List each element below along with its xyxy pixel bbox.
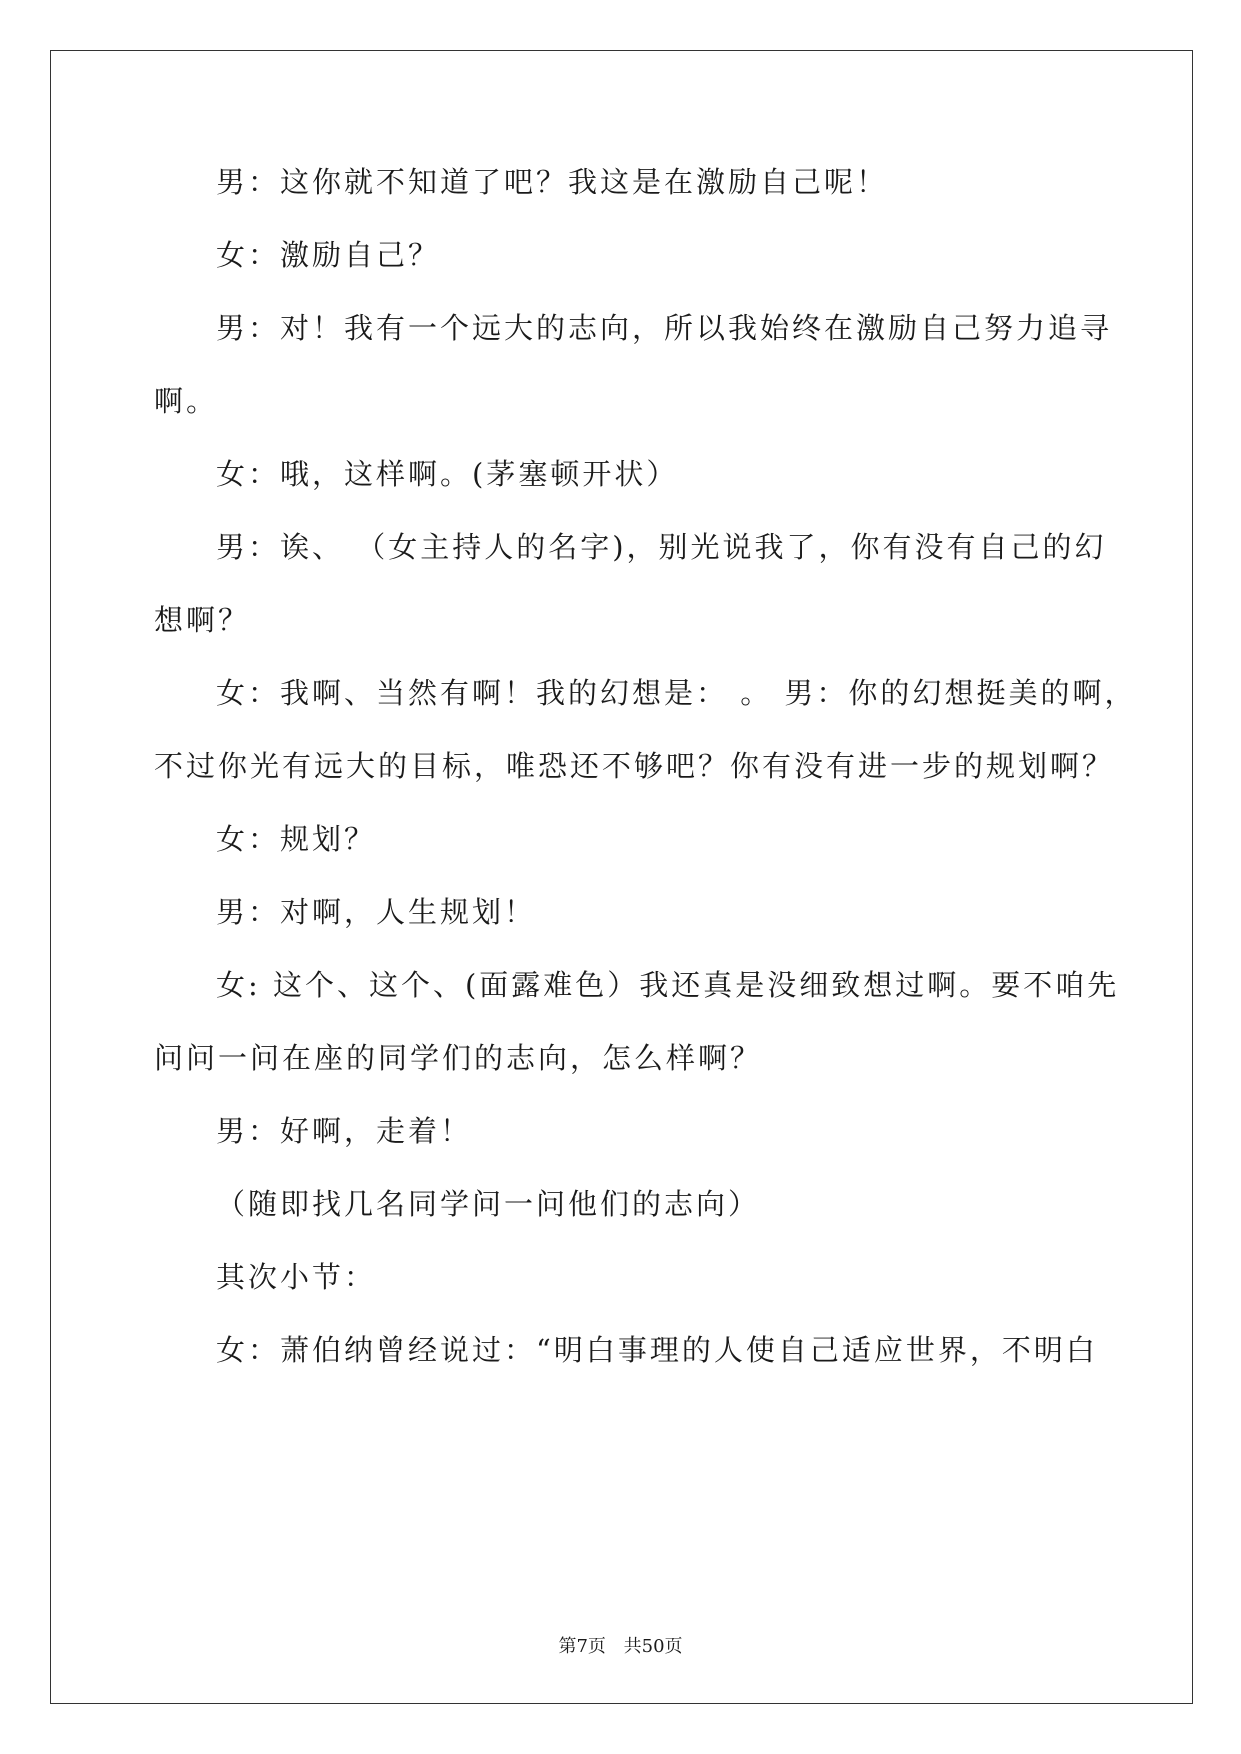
text-line: 其次小节： xyxy=(216,1260,377,1294)
page-border xyxy=(50,50,1193,1704)
text-line: 女：哦，这样啊。(茅塞顿开状） xyxy=(216,457,679,491)
text-line: 女：我啊、当然有啊！我的幻想是： 。 男：你的幻想挺美的啊， xyxy=(216,676,1137,710)
text-line: 女：规划？ xyxy=(216,822,377,856)
page-footer xyxy=(0,1632,1241,1658)
text-line: 女：激励自己？ xyxy=(216,238,441,272)
text-line: 男：对啊，人生规划！ xyxy=(216,895,537,929)
page-number: 第7页 xyxy=(558,1636,606,1657)
text-line: 女: 这个、这个、(面露难色）我还真是没细致想过啊。要不咱先 xyxy=(216,968,1120,1002)
text-line: 男：诶、 （女主持人的名字)，别光说我了，你有没有自己的幻 xyxy=(216,530,1107,564)
text-line: 男：好啊，走着！ xyxy=(216,1114,473,1148)
text-line: 男：这你就不知道了吧？我这是在激励自己呢！ xyxy=(216,165,889,199)
text-line: 想啊？ xyxy=(154,603,251,637)
text-line: 不过你光有远大的目标，唯恐还不够吧？你有没有进一步的规划啊？ xyxy=(154,749,1115,783)
page-total: 共50页 xyxy=(623,1636,683,1657)
text-line: 啊。 xyxy=(154,384,219,418)
text-line: 女：萧伯纳曾经说过：“明白事理的人使自己适应世界，不明白 xyxy=(216,1333,1098,1367)
text-line: （随即找几名同学问一问他们的志向） xyxy=(216,1187,761,1221)
text-line: 问问一问在座的同学们的志向，怎么样啊？ xyxy=(154,1041,763,1075)
text-line: 男：对！我有一个远大的志向，所以我始终在激励自己努力追寻 xyxy=(216,311,1113,345)
